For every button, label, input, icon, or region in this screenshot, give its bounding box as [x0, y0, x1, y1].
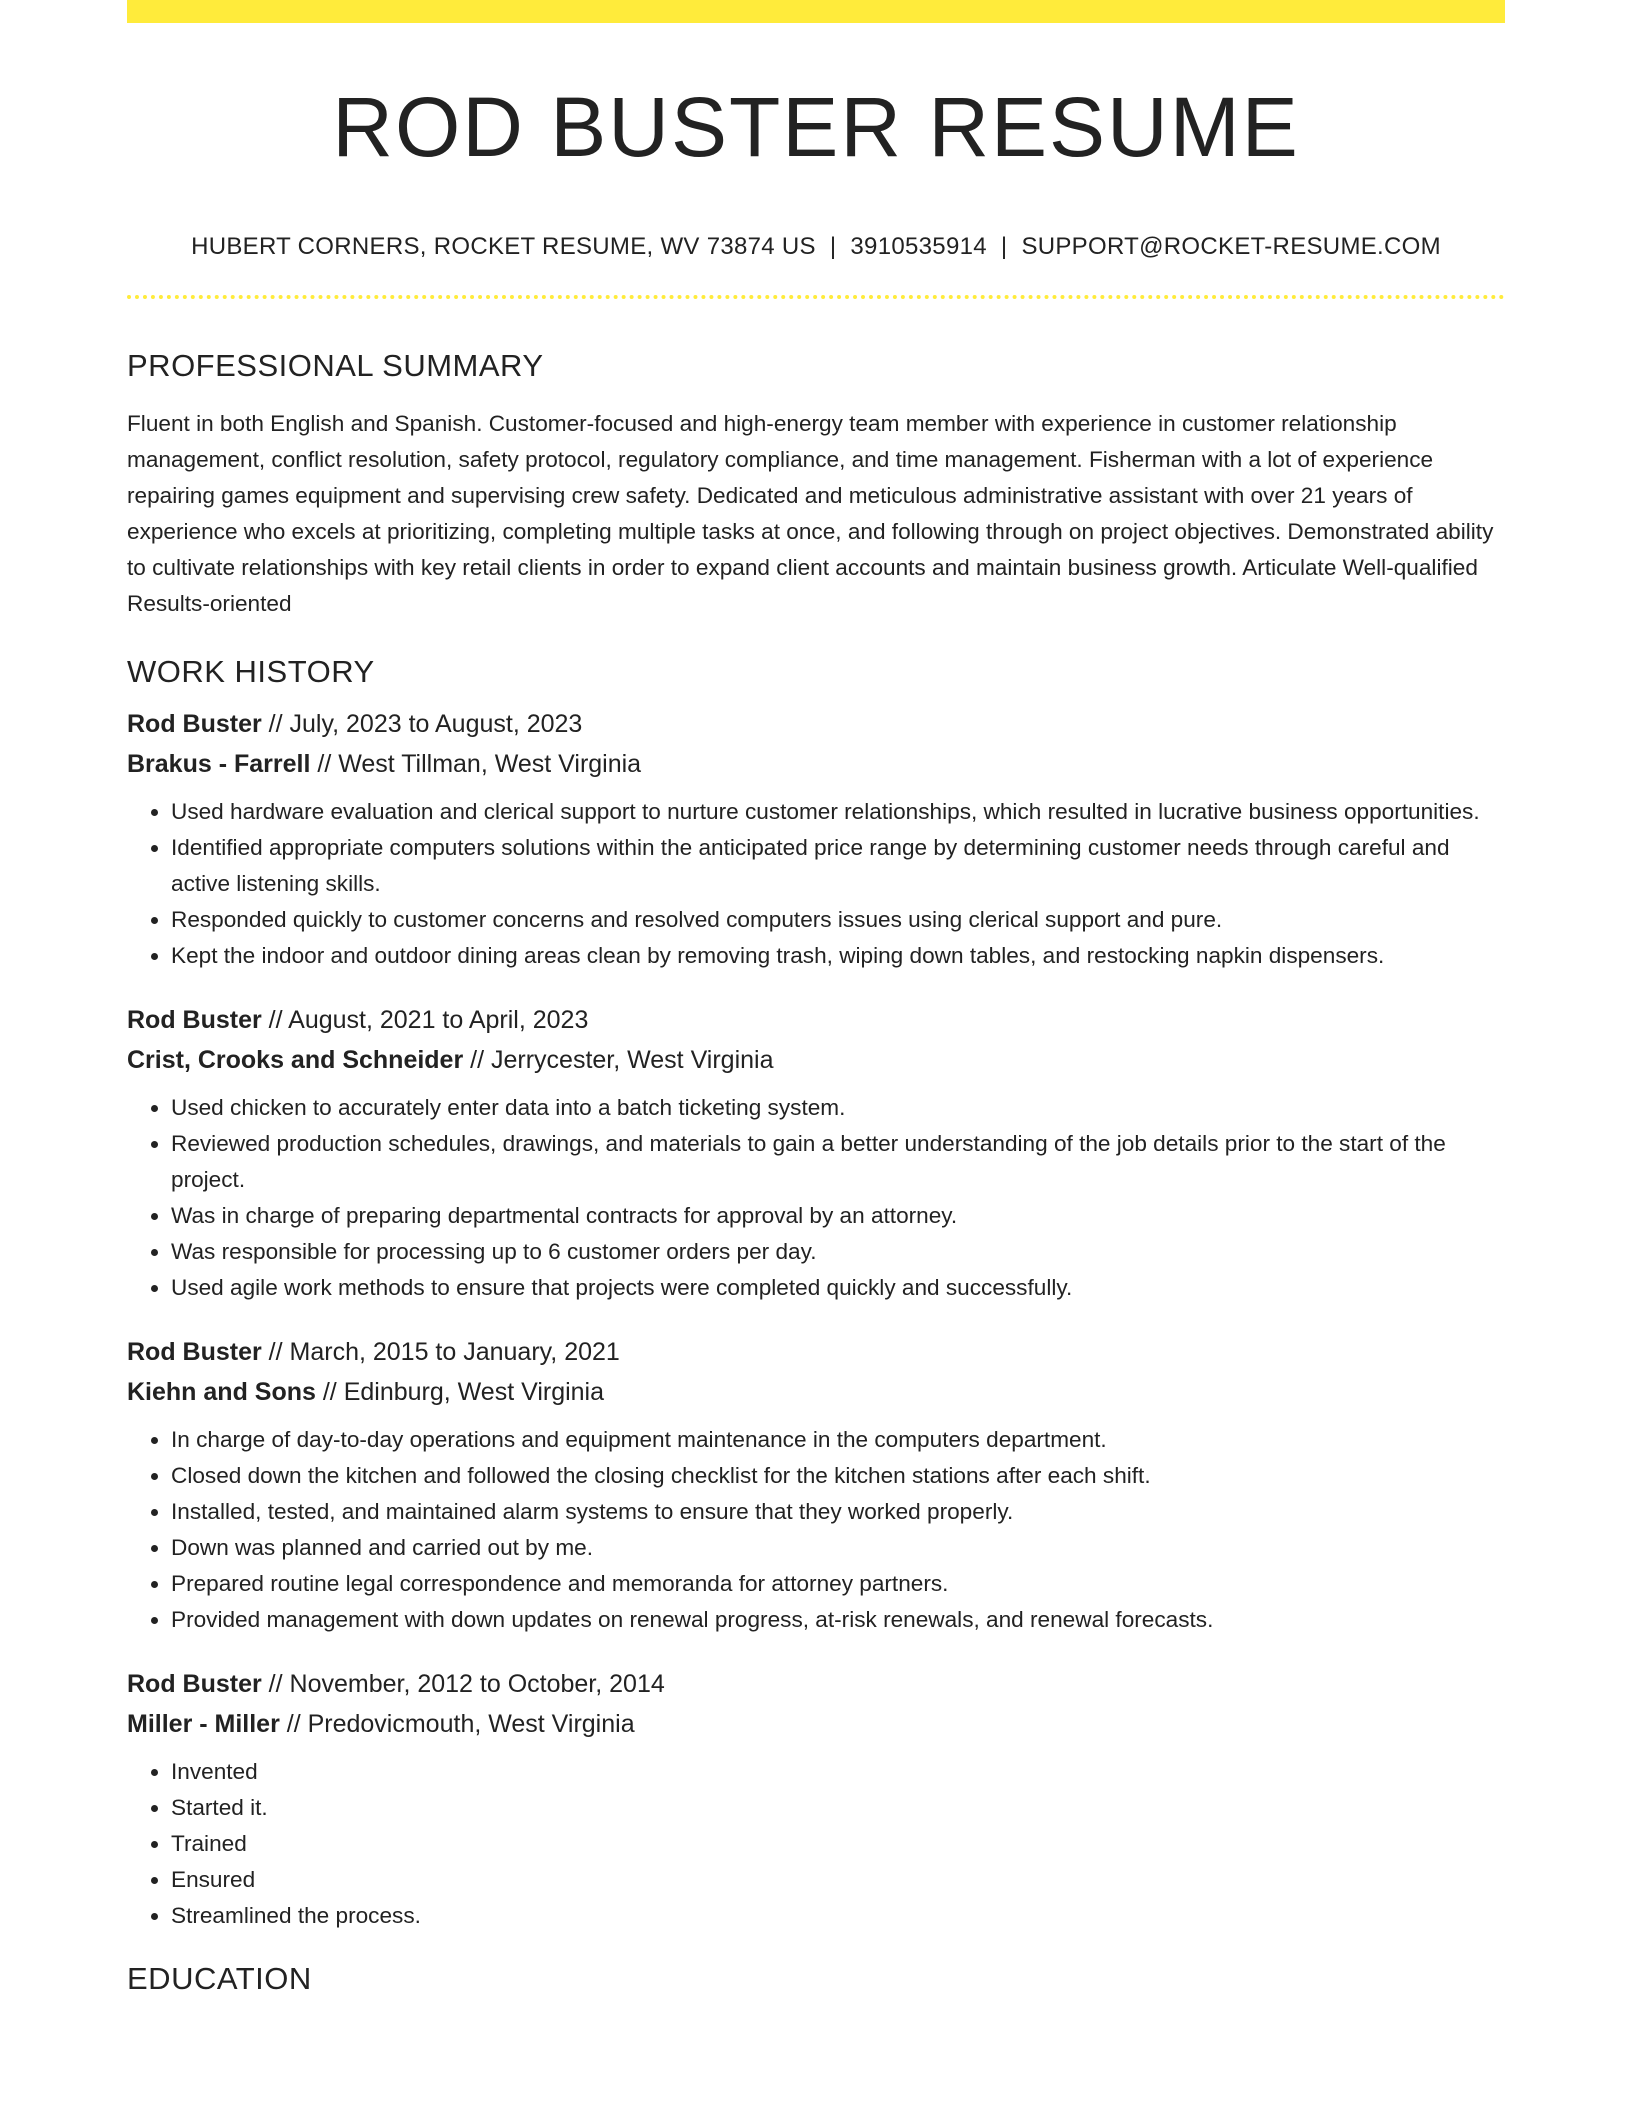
contact-line: [127, 233, 1505, 261]
summary-heading: PROFESSIONAL SUMMARY: [127, 348, 544, 383]
dotted-divider: [127, 295, 1505, 299]
job-title: Rod Buster: [127, 1670, 262, 1699]
job-bullets: [127, 1754, 1505, 1934]
job-bullet: • Identified appropriate computers solutions within the anticipated price range by determining customer needs through careful and active listening skills.: [171, 830, 1505, 902]
contact-phone: 3910535914: [850, 233, 987, 260]
job-company: Brakus - Farrell: [127, 750, 311, 779]
job-title-line: [127, 1664, 1505, 1704]
job-title-line: [127, 1332, 1505, 1372]
job-bullet: • Kept the indoor and outdoor dining areas clean by removing trash, wiping down tables, and restocking napkin dispensers.: [171, 938, 1505, 974]
job-location: // Predovicmouth, West Virginia: [279, 1710, 635, 1739]
job-entry: [127, 1664, 1505, 1934]
job-location: // Edinburg, West Virginia: [315, 1378, 605, 1407]
job-bullet: • Installed, tested, and maintained alarm systems to ensure that they worked properly.: [171, 1494, 1505, 1530]
job-bullet: • Down was planned and carried out by me.: [171, 1530, 1505, 1566]
job-title: Rod Buster: [127, 710, 262, 739]
job-title: Rod Buster: [127, 1006, 262, 1035]
job-bullet: • Responded quickly to customer concerns and resolved computers issues using clerical support and pure.: [171, 902, 1505, 938]
job-bullet: • In charge of day-to-day operations and equipment maintenance in the computers department.: [171, 1422, 1505, 1458]
summary-text: Fluent in both English and Spanish. Customer-focused and high-energy team member with experience in customer relationship management, conflict resolution, safety protocol, regulatory compliance, and time management. Fisherman with a lot of experience repairing games equipment and supervising crew safety. Dedicated and meticulous administrative assistant with over 21 years of experience who excels at prioritizing, completing multiple tasks at once, and following through on project objectives. Demonstrated ability to cultivate relationships with key retail clients in order to expand client accounts and maintain business growth. Articulate Well-qualified Results-oriented: [127, 411, 1494, 617]
job-bullet: • Trained: [171, 1826, 1505, 1862]
job-company: Miller - Miller: [127, 1710, 280, 1739]
accent-bar: [127, 0, 1505, 23]
job-bullet: • Was in charge of preparing departmental contracts for approval by an attorney.: [171, 1198, 1505, 1234]
job-dates: // March, 2015 to January, 2021: [261, 1338, 620, 1367]
job-company-line: [127, 1704, 1505, 1744]
contact-email: SUPPORT@ROCKET-RESUME.COM: [1021, 233, 1441, 260]
job-bullet: • Invented: [171, 1754, 1505, 1790]
job-company: Crist, Crooks and Schneider: [127, 1046, 464, 1075]
job-bullet: • Used agile work methods to ensure that projects were completed quickly and successfully.: [171, 1270, 1505, 1306]
job-company-line: [127, 1372, 1505, 1412]
job-bullet: • Reviewed production schedules, drawings, and materials to gain a better understanding of the job details prior to the start of the project.: [171, 1126, 1505, 1198]
contact-separator: |: [829, 233, 837, 260]
work-history-heading: WORK HISTORY: [127, 654, 375, 690]
job-bullet: • Used hardware evaluation and clerical support to nurture customer relationships, which resulted in lucrative business opportunities.: [171, 794, 1505, 830]
job-bullet: • Used chicken to accurately enter data into a batch ticketing system.: [171, 1090, 1505, 1126]
job-company-line: [127, 744, 1505, 784]
job-bullet: • Started it.: [171, 1790, 1505, 1826]
job-bullets: [127, 1422, 1505, 1638]
job-title-line: [127, 1000, 1505, 1040]
job-location: // West Tillman, West Virginia: [310, 750, 642, 779]
job-entry: [127, 704, 1505, 974]
job-bullet: • Streamlined the process.: [171, 1898, 1505, 1934]
job-bullets: [127, 1090, 1505, 1306]
contact-address: HUBERT CORNERS, ROCKET RESUME, WV 73874 US: [191, 233, 816, 260]
job-dates: // November, 2012 to October, 2014: [261, 1670, 665, 1699]
job-entry: [127, 1000, 1505, 1306]
job-company: Kiehn and Sons: [127, 1378, 316, 1407]
job-company-line: [127, 1040, 1505, 1080]
job-bullet: • Was responsible for processing up to 6 customer orders per day.: [171, 1234, 1505, 1270]
job-bullet: • Closed down the kitchen and followed the closing checklist for the kitchen stations after each shift.: [171, 1458, 1505, 1494]
job-location: // Jerrycester, West Virginia: [463, 1046, 774, 1075]
job-bullet: • Provided management with down updates on renewal progress, at-risk renewals, and renewal forecasts.: [171, 1602, 1505, 1638]
education-heading: EDUCATION: [127, 1961, 312, 1997]
resume-title: ROD BUSTER RESUME: [332, 80, 1300, 174]
job-entry: [127, 1332, 1505, 1638]
contact-separator: |: [1000, 233, 1008, 260]
job-bullets: [127, 794, 1505, 974]
job-title: Rod Buster: [127, 1338, 262, 1367]
job-dates: // July, 2023 to August, 2023: [261, 710, 583, 739]
job-bullet: • Prepared routine legal correspondence and memoranda for attorney partners.: [171, 1566, 1505, 1602]
job-bullet: • Ensured: [171, 1862, 1505, 1898]
job-dates: // August, 2021 to April, 2023: [261, 1006, 589, 1035]
job-title-line: [127, 704, 1505, 744]
